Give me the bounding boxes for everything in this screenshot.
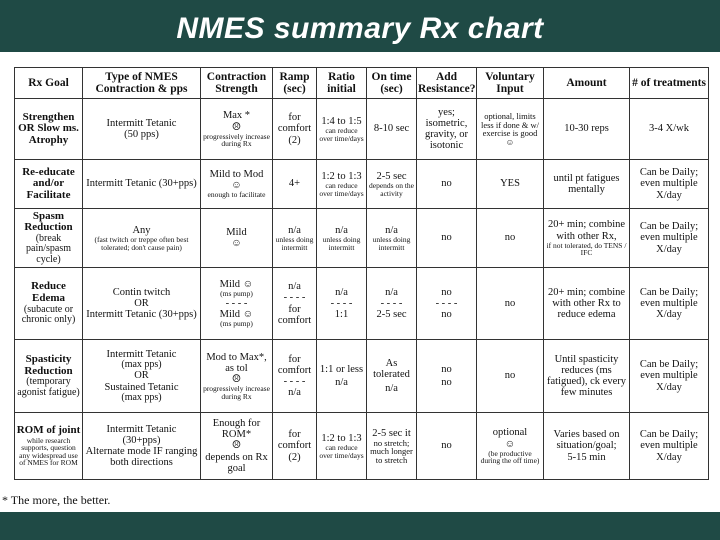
ratio-cell <box>317 413 367 480</box>
cell-text: progressively increase during Rx <box>203 131 270 149</box>
ontime-cell <box>367 340 417 413</box>
table-row <box>15 209 709 268</box>
cell-text: until pt fatigues mentally <box>553 172 620 195</box>
cell-text: Spasm Reduction <box>24 209 73 234</box>
goal-cell <box>15 340 83 413</box>
cell-text: can reduce over time/days <box>319 126 364 143</box>
amount-cell <box>544 209 630 268</box>
ramp-cell <box>273 268 317 340</box>
cell-text: n/a <box>335 286 348 298</box>
cell-text: 3-4 X/wk <box>649 123 689 135</box>
cell-text: no <box>441 232 452 244</box>
treatments-cell <box>630 268 709 340</box>
table-row <box>15 160 709 209</box>
cell-text: (be productive during the off time) <box>480 448 540 466</box>
ramp-cell <box>273 413 317 480</box>
header-cell: Voluntary Input <box>477 68 544 99</box>
footnote: * The more, the better. <box>2 493 111 507</box>
cell-text: can reduce over time/days <box>319 443 364 460</box>
strength-cell <box>201 160 273 209</box>
cell-text: 1:2 to 1:3 <box>321 170 362 182</box>
cell-text: (max pps) <box>121 358 162 370</box>
voluntary-cell <box>477 268 544 340</box>
amount-cell <box>544 268 630 340</box>
ramp-cell <box>273 99 317 160</box>
cell-text: Any <box>132 224 151 236</box>
cell-text: n/a <box>288 224 301 236</box>
voluntary-cell <box>477 160 544 209</box>
cell-text: depends on Rx goal <box>205 451 268 474</box>
strength-cell <box>201 99 273 160</box>
cell-text: n/a <box>335 377 348 388</box>
slide-title: NMES summary Rx chart <box>176 12 544 45</box>
cell-text: enough to facilitate <box>207 190 266 200</box>
cell-text: 1:1 or less <box>319 363 364 375</box>
cell-text: 4+ <box>288 178 301 190</box>
header-cell: Rx Goal <box>15 68 83 99</box>
table-row <box>15 340 709 413</box>
cell-text: no <box>441 178 452 190</box>
table-row <box>15 413 709 480</box>
ontime-cell <box>367 160 417 209</box>
cell-text: - - - - <box>283 292 306 304</box>
cell-text: 20+ min; combine with other Rx to reduce edema <box>547 286 626 320</box>
type-cell <box>83 413 201 480</box>
cell-text: 1:1 <box>334 309 349 320</box>
cell-text: for comfort <box>277 112 312 135</box>
ratio-cell <box>317 268 367 340</box>
cell-text: no <box>441 309 452 320</box>
cell-text: Mild <box>226 226 247 238</box>
goal-cell <box>15 99 83 160</box>
header-cell: # of treatments <box>630 68 709 99</box>
cell-text: optional <box>492 427 528 439</box>
ontime-cell <box>367 99 417 160</box>
header-cell: Ramp (sec) <box>273 68 317 99</box>
strength-cell <box>201 268 273 340</box>
cell-text: OR <box>134 297 149 309</box>
cell-text: 20+ min; combine with other Rx, <box>547 219 626 242</box>
cell-text: (subacute or chronic only) <box>21 303 76 326</box>
rx-table <box>14 67 709 480</box>
cell-text: can reduce over time/days <box>319 181 364 198</box>
cell-text: unless doing intermitt <box>372 235 411 252</box>
voluntary-cell <box>477 413 544 480</box>
cell-text: Can be Daily; even multiple X/day <box>639 221 699 255</box>
treatments-cell <box>630 160 709 209</box>
header-row <box>15 68 709 99</box>
cell-text: Intermitt Tetanic <box>106 117 177 129</box>
cell-text: ☺ <box>504 438 516 450</box>
cell-text: Strengthen OR Slow ms. Atrophy <box>18 110 79 146</box>
ramp-cell <box>273 209 317 268</box>
resistance-cell <box>417 413 477 480</box>
cell-text: n/a <box>335 224 348 236</box>
cell-text: - - - - <box>380 297 403 309</box>
cell-text: Intermitt Tetanic <box>106 348 177 360</box>
header-cell: Amount <box>544 68 630 99</box>
amount-cell <box>544 99 630 160</box>
strength-cell <box>201 413 273 480</box>
cell-text: Can be Daily; even multiple X/day <box>639 359 699 393</box>
ramp-cell <box>273 160 317 209</box>
cell-text: Intermitt Tetanic <box>106 423 177 435</box>
cell-text: Sustained Tetanic <box>104 381 179 393</box>
header-cell: Ratio initial <box>317 68 367 99</box>
cell-text: Mild to Mod <box>209 169 264 181</box>
cell-text: ☹ <box>231 121 242 133</box>
cell-text: Can be Daily; even multiple X/day <box>639 429 699 463</box>
type-cell <box>83 160 201 209</box>
cell-text: Alternate mode IF ranging both directions <box>85 446 198 469</box>
strength-cell <box>201 340 273 413</box>
cell-text: ROM of joint <box>16 424 81 437</box>
treatments-cell <box>630 340 709 413</box>
cell-text: (50 pps) <box>124 129 159 140</box>
resistance-cell <box>417 99 477 160</box>
cell-text: Intermitt Tetanic (30+pps) <box>86 178 197 190</box>
chart-sheet <box>0 52 720 512</box>
cell-text: n/a <box>385 286 398 298</box>
cell-text: no stretch; much longer to stretch <box>370 437 413 465</box>
type-cell <box>83 99 201 160</box>
ratio-cell <box>317 209 367 268</box>
cell-text: Mod to Max*, as tol <box>206 351 267 374</box>
ontime-cell <box>367 268 417 340</box>
cell-text: (ms pump) <box>220 289 253 299</box>
voluntary-cell <box>477 340 544 413</box>
treatments-cell <box>630 99 709 160</box>
cell-text: YES <box>500 178 520 190</box>
header-cell: Add Resistance? <box>417 68 477 99</box>
cell-text: Mild ☺ <box>219 279 254 291</box>
ramp-cell <box>273 340 317 413</box>
cell-text: As tolerated <box>373 358 410 381</box>
cell-text: 8-10 sec <box>373 123 410 135</box>
cell-text: unless doing intermitt <box>322 235 361 252</box>
cell-text: no <box>441 363 452 375</box>
cell-text: (2) <box>288 451 301 463</box>
ratio-cell <box>317 160 367 209</box>
cell-text: (temporary agonist fatigue) <box>17 376 80 398</box>
cell-text: ☹ <box>231 374 242 385</box>
resistance-cell <box>417 340 477 413</box>
goal-cell <box>15 160 83 209</box>
header-cell: Contraction Strength <box>201 68 273 99</box>
cell-text: no <box>504 370 516 382</box>
cell-text: if not tolerated, do TENS / IFC <box>546 240 627 258</box>
ratio-cell <box>317 99 367 160</box>
ontime-cell <box>367 209 417 268</box>
cell-text: no <box>441 440 452 452</box>
resistance-cell <box>417 160 477 209</box>
ontime-cell <box>367 413 417 480</box>
treatments-cell <box>630 413 709 480</box>
cell-text: while research supports, question any widespread use of NMES for ROM <box>19 435 78 468</box>
header-cell: On time (sec) <box>367 68 417 99</box>
cell-text: Max * <box>222 110 251 122</box>
cell-text: (ms pump) <box>220 319 253 329</box>
strength-cell <box>201 209 273 268</box>
cell-text: 2-5 sec <box>376 309 407 320</box>
treatments-cell <box>630 209 709 268</box>
cell-text: - - - - <box>435 297 458 309</box>
cell-text: Varies based on situation/goal; <box>553 429 620 452</box>
cell-text: optional, limits less if done & w/ exercise is good ☺ <box>480 111 540 147</box>
goal-cell <box>15 413 83 480</box>
ratio-cell <box>317 340 367 413</box>
cell-text: no <box>441 377 452 388</box>
cell-text: - - - - <box>225 297 248 309</box>
amount-cell <box>544 413 630 480</box>
cell-text: for comfort <box>277 429 312 452</box>
voluntary-cell <box>477 209 544 268</box>
amount-cell <box>544 160 630 209</box>
cell-text: for comfort <box>277 353 312 376</box>
table-row <box>15 99 709 160</box>
resistance-cell <box>417 268 477 340</box>
cell-text: no <box>504 297 516 309</box>
cell-text: - - - - <box>283 376 306 387</box>
cell-text: Can be Daily; even multiple X/day <box>639 286 699 320</box>
type-cell <box>83 268 201 340</box>
cell-text: 2-5 sec it <box>372 427 411 439</box>
cell-text: 1:4 to 1:5 <box>321 115 362 127</box>
cell-text: Until spasticity reduces (ms fatigued), ck every few minutes <box>546 353 626 399</box>
cell-text: - - - - <box>330 297 353 309</box>
cell-text: 1:2 to 1:3 <box>321 432 362 444</box>
cell-text: Re-educate and/or Facilitate <box>22 165 75 201</box>
cell-text: Can be Daily; even multiple X/day <box>639 167 699 201</box>
cell-text: (max pps) <box>121 391 162 403</box>
type-cell <box>83 209 201 268</box>
header-cell: Type of NMES Contraction & pps <box>83 68 201 99</box>
voluntary-cell <box>477 99 544 160</box>
cell-text: no <box>504 232 516 244</box>
cell-text: n/a <box>385 224 398 236</box>
cell-text: ☹ <box>231 440 242 452</box>
cell-text: ☺ <box>231 238 242 249</box>
cell-text: 2-5 sec <box>376 170 407 182</box>
goal-cell <box>15 268 83 340</box>
resistance-cell <box>417 209 477 268</box>
cell-text: 5-15 min <box>567 451 606 463</box>
cell-text: OR <box>134 370 149 382</box>
cell-text: 10-30 reps <box>564 123 609 135</box>
cell-text: n/a <box>288 281 301 293</box>
cell-text: (break pain/spasm cycle) <box>26 232 71 265</box>
cell-text: no <box>441 286 452 298</box>
type-cell <box>83 340 201 413</box>
cell-text: depends on the activity <box>369 181 414 198</box>
amount-cell <box>544 340 630 413</box>
cell-text: Enough for ROM* <box>212 418 261 441</box>
cell-text: n/a <box>288 387 301 399</box>
cell-text: Contin twitch <box>112 286 171 298</box>
cell-text: (2) <box>288 134 301 146</box>
cell-text: n/a <box>385 382 398 394</box>
cell-text: progressively increase during Rx <box>203 384 270 401</box>
cell-text: Reduce Edema <box>31 280 66 304</box>
cell-text: (fast twitch or treppe often best tolerated; don't cause pain) <box>94 235 189 252</box>
cell-text: Intermitt Tetanic (30+pps) <box>86 309 197 320</box>
table-row <box>15 268 709 340</box>
cell-text: (30+pps) <box>122 434 161 446</box>
cell-text: Mild ☺ <box>219 309 254 320</box>
cell-text: for comfort <box>277 303 312 326</box>
cell-text: unless doing intermitt <box>275 235 314 252</box>
cell-text: Spasticity Reduction <box>24 352 73 377</box>
cell-text: ☺ <box>231 180 242 192</box>
goal-cell <box>15 209 83 268</box>
cell-text: yes; isometric, gravity, or isotonic <box>424 106 469 152</box>
